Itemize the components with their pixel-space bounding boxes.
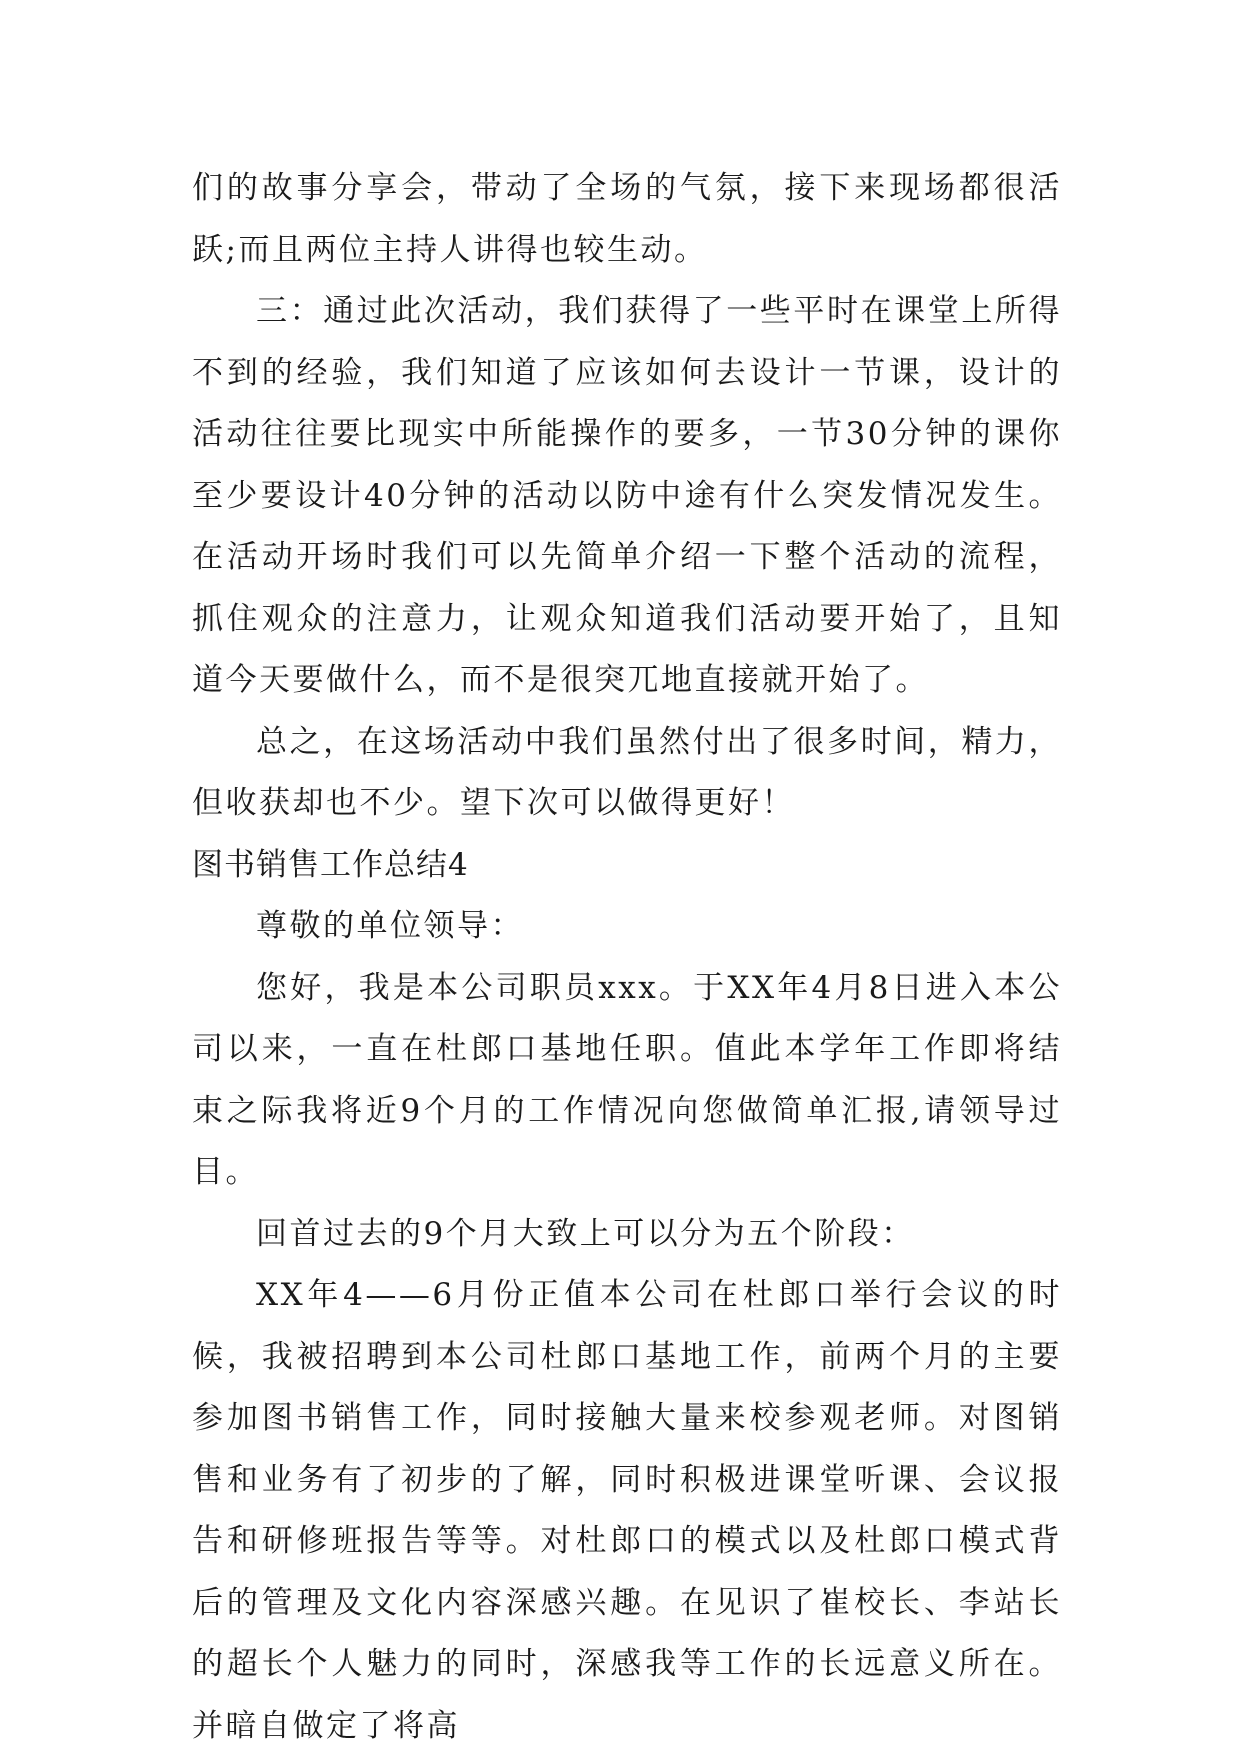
paragraph-self-introduction: 您好，我是本公司职员xxx。于XX年4月8日进入本公司以来，一直在杜郎口基地任职。值此本学年工作即将结束之际我将近9个月的工作情况向您做简单汇报,请领导过目。 bbox=[192, 969, 1062, 1190]
section-title: 图书销售工作总结4 bbox=[192, 846, 469, 883]
paragraph-summary: 总之，在这场活动中我们虽然付出了很多时间，精力，但收获却也不少。望下次可以做得更好！ bbox=[192, 723, 1062, 821]
document-body bbox=[192, 158, 1062, 1757]
paragraph-activity-experience: 三：通过此次活动，我们获得了一些平时在课堂上所得不到的经验，我们知道了应该如何去设计一节课，设计的活动往往要比现实中所能操作的要多，一节30分钟的课你至少要设计40分钟的活动以防中途有什么突发情况发生。在活动开场时我们可以先简单介绍一下整个活动的流程，抓住观众的注意力，让观众知道我们活动要开始了，且知道今天要做什么，而不是很突兀地直接就开始了。 bbox=[192, 293, 1062, 698]
paragraph-five-stages: 回首过去的9个月大致上可以分为五个阶段： bbox=[256, 1215, 915, 1252]
paragraph-stage-one: XX年4——6月份正值本公司在杜郎口举行会议的时候，我被招聘到本公司杜郎口基地工作，前两个月的主要参加图书销售工作，同时接触大量来校参观老师。对图销售和业务有了初步的了解，同时积极进课堂听课、会议报告和研修班报告等等。对杜郎口的模式以及杜郎口模式背后的管理及文化内容深感兴趣。在见识了崔校长、李站长的超长个人魅力的同时，深感我等工作的长远意义所在。并暗自做定了将高 bbox=[192, 1277, 1062, 1744]
letter-salutation: 尊敬的单位领导： bbox=[256, 908, 524, 944]
paragraph-story-sharing: 们的故事分享会，带动了全场的气氛，接下来现场都很活跃;而且两位主持人讲得也较生动。 bbox=[192, 170, 1062, 268]
